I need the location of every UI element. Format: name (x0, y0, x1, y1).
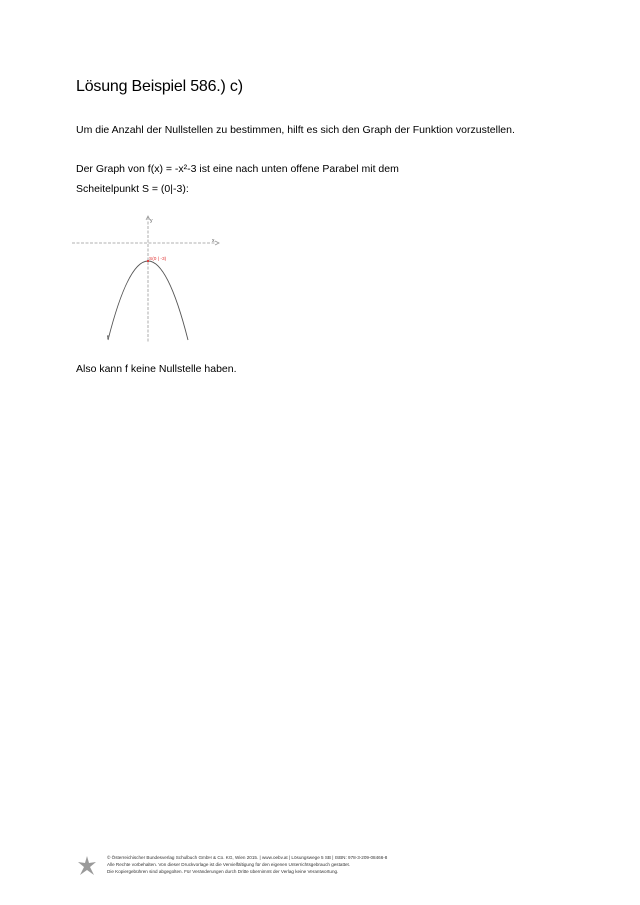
footer (76, 852, 556, 884)
footer-text (107, 854, 387, 875)
conclusion-paragraph: Also kann f keine Nullstelle haben. (76, 363, 237, 375)
x-axis-arrow-icon (215, 241, 219, 245)
footer-line-1: © Österreichischer Bundesverlag Schulbuch GmbH & Co. KG, Wien 2015. | www.oebv.at | Lösungswege 5 SB | ISBN: 978-3-209-08466-8 (107, 855, 388, 860)
graph-description-line-2: Scheitelpunkt S = (0|-3): (76, 183, 189, 195)
graph-description-line-1: Der Graph von f(x) = -x²-3 ist eine nach unten offene Parabel mit dem (76, 163, 399, 175)
intro-paragraph: Um die Anzahl der Nullstellen zu bestimmen, hilft es sich den Graph der Funktion vorzustellen. (76, 124, 515, 136)
y-axis-label: y (150, 218, 153, 224)
parabola-graph (72, 212, 222, 344)
publisher-logo-icon (76, 854, 98, 878)
x-axis-label: x (212, 238, 215, 244)
vertex-label: S(0 | -3) (149, 257, 167, 262)
curve-label: f (107, 335, 109, 341)
page-title: Lösung Beispiel 586.) c) (76, 78, 243, 95)
footer-line-3: Die Kopiergebühren sind abgegolten. Für Veränderungen durch Dritte übernimmt der Verlag keine Verantwortung. (107, 869, 339, 874)
footer-line-2: Alle Rechte vorbehalten. Von dieser Druckvorlage ist die Vervielfältigung für den eigenen Unterrichtsgebrauch gestattet. (107, 862, 351, 867)
